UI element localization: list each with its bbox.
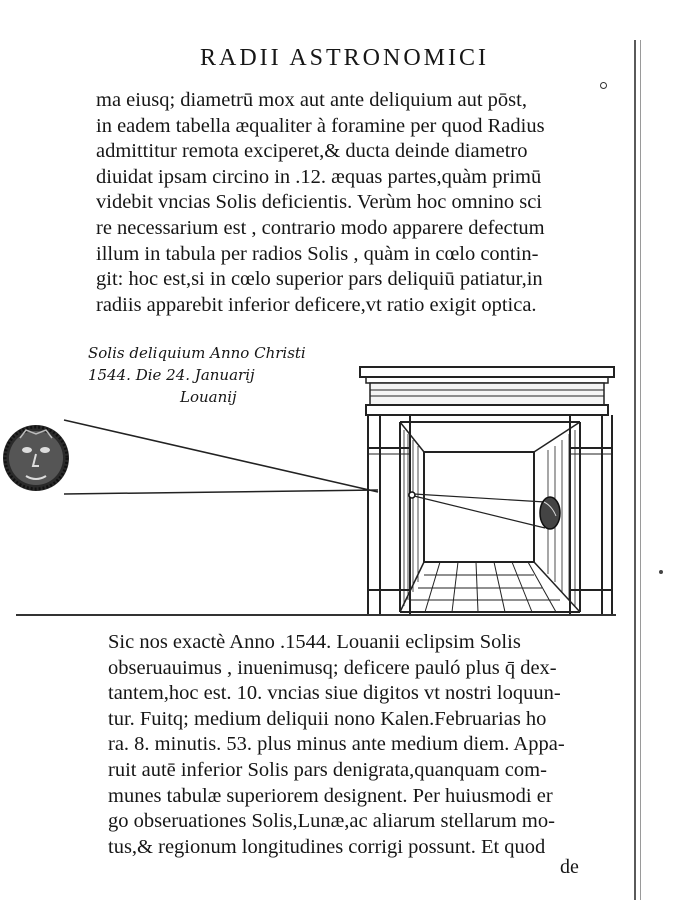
text-line: admittitur remota exciperet,& ducta deinde diametro: [96, 140, 528, 163]
text-line: illum in tabula per radios Solis , quàm in cœlo contin-: [96, 242, 539, 265]
caption-line: Solis deliquium Anno Christi: [88, 344, 306, 362]
text-line: tantem,hoc est. 10. vncias siue digitos vt nostri loquun-: [108, 682, 561, 705]
figure-caption: [88, 342, 338, 408]
sun-face-icon: [3, 425, 69, 491]
text-line: munes tabulæ superiorem designent. Per huiusmodi er: [108, 784, 553, 807]
ink-spot: [600, 82, 607, 89]
text-line: Sic nos exactè Anno .1544. Louanii eclipsim Solis: [108, 631, 521, 653]
aperture-icon: [409, 492, 415, 498]
projected-eclipse-icon: [540, 497, 560, 529]
paragraph-lower: [108, 630, 580, 860]
text-line: ruit autē inferior Solis pars denigrata,quanquam com-: [108, 758, 547, 781]
caption-line: Louanij: [180, 388, 237, 406]
figure-ground-line: [16, 614, 616, 616]
text-line: ra. 8. minutis. 53. plus minus ante medium diem. Appa-: [108, 733, 565, 756]
text-line: tur. Fuitq; medium deliquii nono Kalen.Februarias ho: [108, 707, 547, 730]
text-line: radiis apparebit inferior deficere,vt ratio exigit optica.: [96, 293, 537, 316]
paragraph-upper: [96, 88, 580, 318]
text-line: ma eiusq; diametrū mox aut ante deliquium aut pōst,: [96, 89, 527, 111]
text-line: re necessarium est , contrario modo apparere defectum: [96, 216, 545, 239]
caption-line: 1544. Die 24. Januarij: [88, 366, 255, 384]
running-title: RADII ASTRONOMICI: [199, 45, 489, 71]
catchword: de: [560, 856, 579, 878]
camera-obscura-building: [360, 367, 614, 615]
text-line: diuidat ipsam circino in .12. æquas partes,quàm primū: [96, 165, 542, 188]
text-line: git: hoc est,si in cœlo superior pars deliquiū patiatur,in: [96, 268, 543, 291]
text-line: go obseruationes Solis,Lunæ,ac aliarum stellarum mo-: [108, 810, 555, 833]
text-line: videbit vncias Solis deficientis. Verùm hoc omnino sci: [96, 191, 543, 214]
text-line: obseruauimus , inuenimusq; deficere pauló plus q̄ dex-: [108, 656, 557, 679]
text-line: tus,& regionum longitudines corrigi possunt. Et quod: [108, 835, 546, 858]
text-line: in eadem tabella æqualiter à foramine per quod Radius: [96, 114, 545, 137]
